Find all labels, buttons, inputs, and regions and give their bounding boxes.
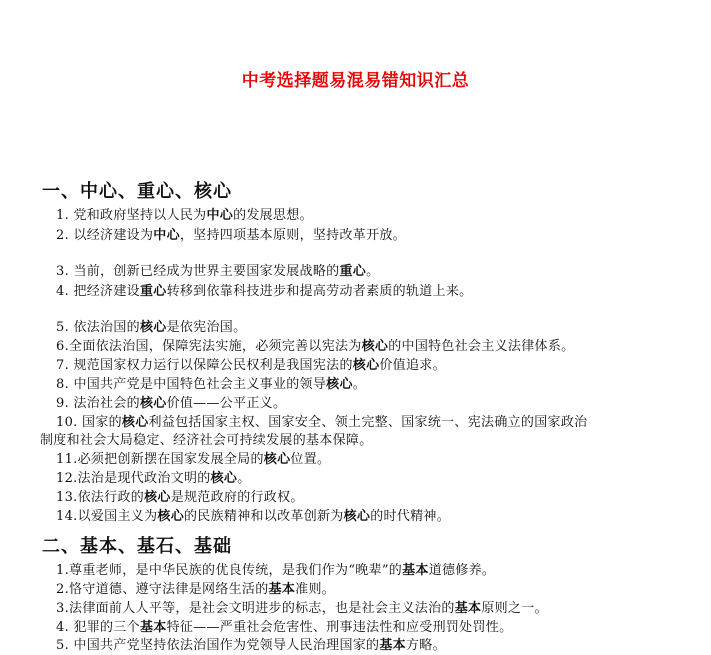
- document-title: 中考选择题易混易错知识汇总: [241, 71, 470, 91]
- list-item: 1.尊重老师，是中华民族的优良传统，是我们作为“晚辈”的基本道德修养。: [56, 563, 496, 578]
- list-item: 13.依法行政的核心是规范政府的行政权。: [56, 490, 304, 505]
- list-item: 8. 中国共产党是中国特色社会主义事业的领导核心。: [56, 377, 367, 392]
- list-item: 7. 规范国家权力运行以保障公民权利是我国宪法的核心价值追求。: [56, 358, 446, 373]
- list-item: 12.法治是现代政治文明的核心。: [56, 471, 251, 486]
- list-item: 14.以爱国主义为核心的民族精神和以改革创新为核心的时代精神。: [56, 509, 451, 524]
- list-item: 2. 以经济建设为中心，坚持四项基本原则，坚持改革开放。: [56, 228, 406, 243]
- list-item: 4. 把经济建设重心转移到依靠科技进步和提高劳动者素质的轨道上来。: [56, 284, 473, 299]
- list-item: 5. 依法治国的核心是依宪治国。: [56, 320, 247, 335]
- list-item: 9. 法治社会的核心价值——公平正义。: [56, 396, 287, 411]
- list-item: 6.全面依法治国，保障宪法实施，必须完善以宪法为核心的中国特色社会主义法律体系。: [56, 339, 575, 354]
- list-item: 3. 当前，创新已经成为世界主要国家发展战略的重心。: [56, 264, 380, 279]
- list-item: 11.必须把创新摆在国家发展全局的核心位置。: [56, 452, 331, 467]
- list-item: 4. 犯罪的三个基本特征——严重社会危害性、刑事违法性和应受刑罚处罚性。: [56, 620, 513, 635]
- list-item: 3.法律面前人人平等，是社会文明进步的标志，也是社会主义法治的基本原则之一。: [56, 601, 548, 616]
- section-heading-1: 一、中心、重心、核心: [42, 181, 232, 202]
- list-item: 2.恪守道德、遵守法律是网络生活的基本准则。: [56, 582, 336, 597]
- section-heading-2: 二、基本、基石、基础: [42, 536, 232, 557]
- list-item: 5. 中国共产党坚持依法治国作为党领导人民治理国家的基本方略。: [56, 638, 446, 653]
- list-item: 1. 党和政府坚持以人民为中心的发展思想。: [56, 208, 313, 223]
- list-item: 10. 国家的核心利益包括国家主权、国家安全、领土完整、国家统一、宪法确立的国家政治: [56, 415, 588, 430]
- list-item-continuation: 制度和社会大局稳定、经济社会可持续发展的基本保障。: [40, 433, 373, 448]
